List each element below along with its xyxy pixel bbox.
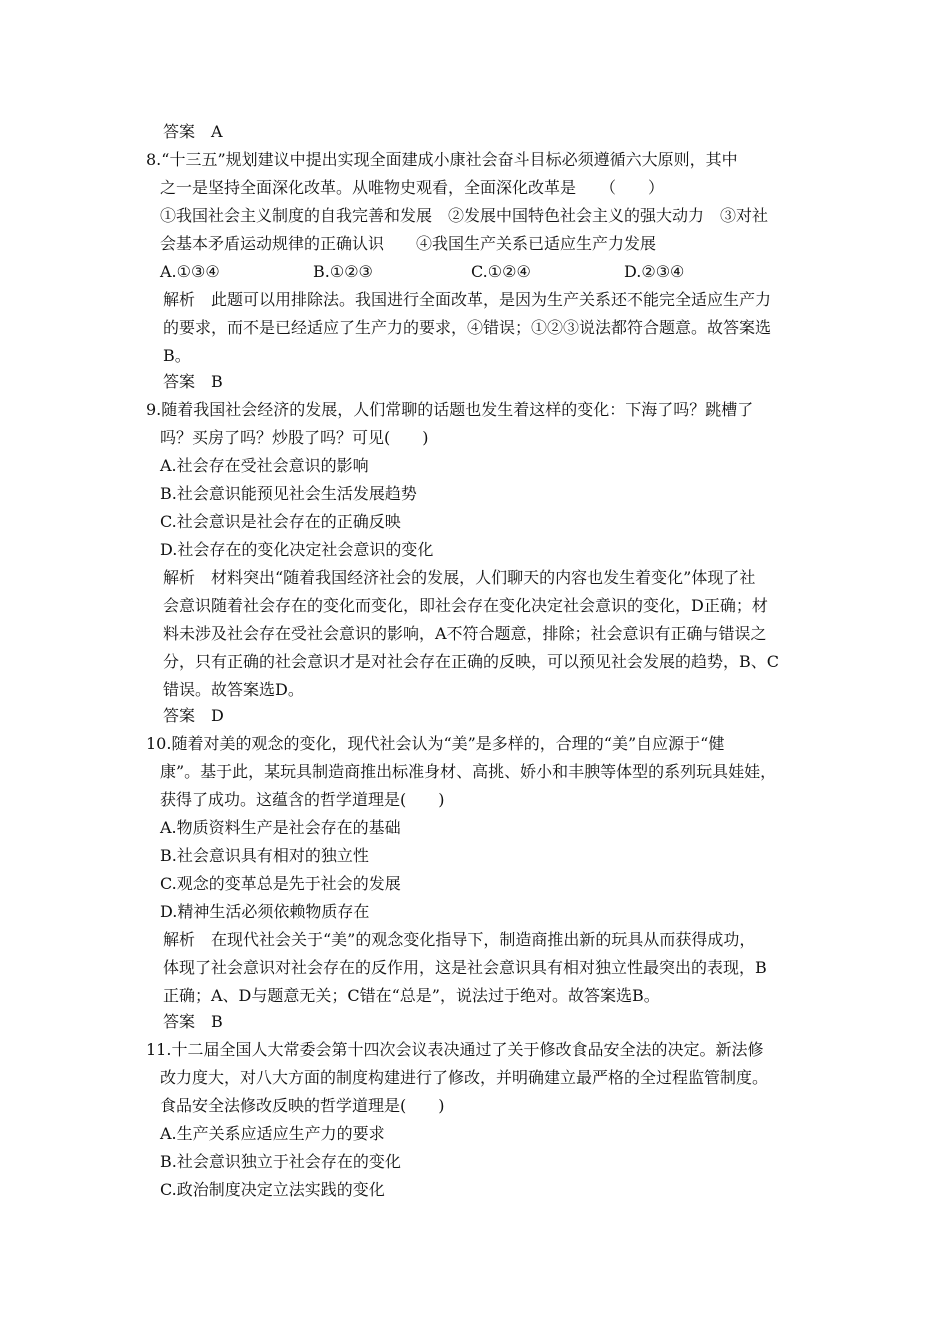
q9-option-a: A.社会存在受社会意识的影响 [160, 456, 369, 475]
q9-stem-line-1: 9.随着我国社会经济的发展，人们常聊的话题也发生着这样的变化：下海了吗？跳槽了 [146, 400, 754, 419]
q8-stem-line-2: 之一是坚持全面深化改革。从唯物史观看，全面深化改革是 （ ） [160, 178, 665, 197]
q10-stem-line-2: 康”。基于此，某玩具制造商推出标准身材、高挑、娇小和丰腴等体型的系列玩具娃娃， [160, 762, 777, 781]
q8-analysis-line-1: 解析 此题可以用排除法。我国进行全面改革，是因为生产关系还不能完全适应生产力 [163, 290, 772, 309]
q8-statements-line-1: ①我国社会主义制度的自我完善和发展 ②发展中国特色社会主义的强大动力 ③对社 [160, 206, 769, 225]
q9-option-d: D.社会存在的变化决定社会意识的变化 [160, 540, 434, 559]
q8-stem-line-1: 8.“十三五”规划建议中提出实现全面建成小康社会奋斗目标必须遵循六大原则，其中 [146, 150, 738, 169]
q9-option-c: C.社会意识是社会存在的正确反映 [160, 512, 401, 531]
q11-option-c: C.政治制度决定立法实践的变化 [160, 1180, 385, 1199]
q10-analysis-line-1: 解析 在现代社会关于“美”的观念变化指导下，制造商推出新的玩具从而获得成功， [163, 930, 756, 949]
q7-answer: 答案 A [163, 122, 223, 141]
q8-analysis-line-2: 的要求，而不是已经适应了生产力的要求，④错误；①②③说法都符合题意。故答案选 [163, 318, 772, 337]
q8-option-a: A.①③④ [160, 262, 220, 281]
q9-analysis-line-2: 会意识随着社会存在的变化而变化，即社会存在变化决定社会意识的变化，D正确；材 [163, 596, 768, 615]
q10-analysis-line-3: 正确；A、D与题意无关；C错在“总是”，说法过于绝对。故答案选B。 [163, 986, 660, 1005]
q8-option-c: C.①②④ [471, 262, 531, 281]
q9-option-b: B.社会意识能预见社会生活发展趋势 [160, 484, 417, 503]
q8-analysis-line-3: B。 [163, 346, 191, 365]
q8-option-b: B.①②③ [313, 262, 373, 281]
q8-answer: 答案 B [163, 372, 223, 391]
q9-analysis-line-1: 解析 材料突出“随着我国经济社会的发展，人们聊天的内容也发生着变化”体现了社 [163, 568, 756, 587]
q10-option-d: D.精神生活必须依赖物质存在 [160, 902, 370, 921]
q10-option-b: B.社会意识具有相对的独立性 [160, 846, 369, 865]
q9-analysis-line-4: 分，只有正确的社会意识才是对社会存在正确的反映，可以预见社会发展的趋势，B、C [163, 652, 780, 671]
q8-options [160, 262, 684, 282]
q10-analysis-line-2: 体现了社会意识对社会存在的反作用，这是社会意识具有相对独立性最突出的表现，B [163, 958, 767, 977]
q9-answer: 答案 D [163, 706, 224, 725]
q10-option-c: C.观念的变革总是先于社会的发展 [160, 874, 401, 893]
q10-answer: 答案 B [163, 1012, 223, 1031]
q8-statements-line-2: 会基本矛盾运动规律的正确认识 ④我国生产关系已适应生产力发展 [160, 234, 657, 253]
q8-option-d: D.②③④ [624, 262, 685, 281]
q11-stem-line-3: 食品安全法修改反映的哲学道理是( ) [160, 1096, 445, 1115]
q10-stem-line-3: 获得了成功。这蕴含的哲学道理是( ) [160, 790, 445, 809]
q10-option-a: A.物质资料生产是社会存在的基础 [160, 818, 401, 837]
q11-option-b: B.社会意识独立于社会存在的变化 [160, 1152, 401, 1171]
q9-analysis-line-5: 错误。故答案选D。 [163, 680, 304, 699]
q9-analysis-line-3: 料未涉及社会存在受社会意识的影响，A不符合题意，排除；社会意识有正确与错误之 [163, 624, 767, 643]
q9-stem-line-2: 吗？买房了吗？炒股了吗？可见( ) [160, 428, 429, 447]
q10-stem-line-1: 10.随着对美的观念的变化，现代社会认为“美”是多样的，合理的“美”自应源于“健 [146, 734, 725, 753]
q11-stem-line-1: 11.十二届全国人大常委会第十四次会议表决通过了关于修改食品安全法的决定。新法修 [146, 1040, 764, 1059]
q11-option-a: A.生产关系应适应生产力的要求 [160, 1124, 385, 1143]
q11-stem-line-2: 改力度大，对八大方面的制度构建进行了修改，并明确建立最严格的全过程监管制度。 [160, 1068, 769, 1087]
